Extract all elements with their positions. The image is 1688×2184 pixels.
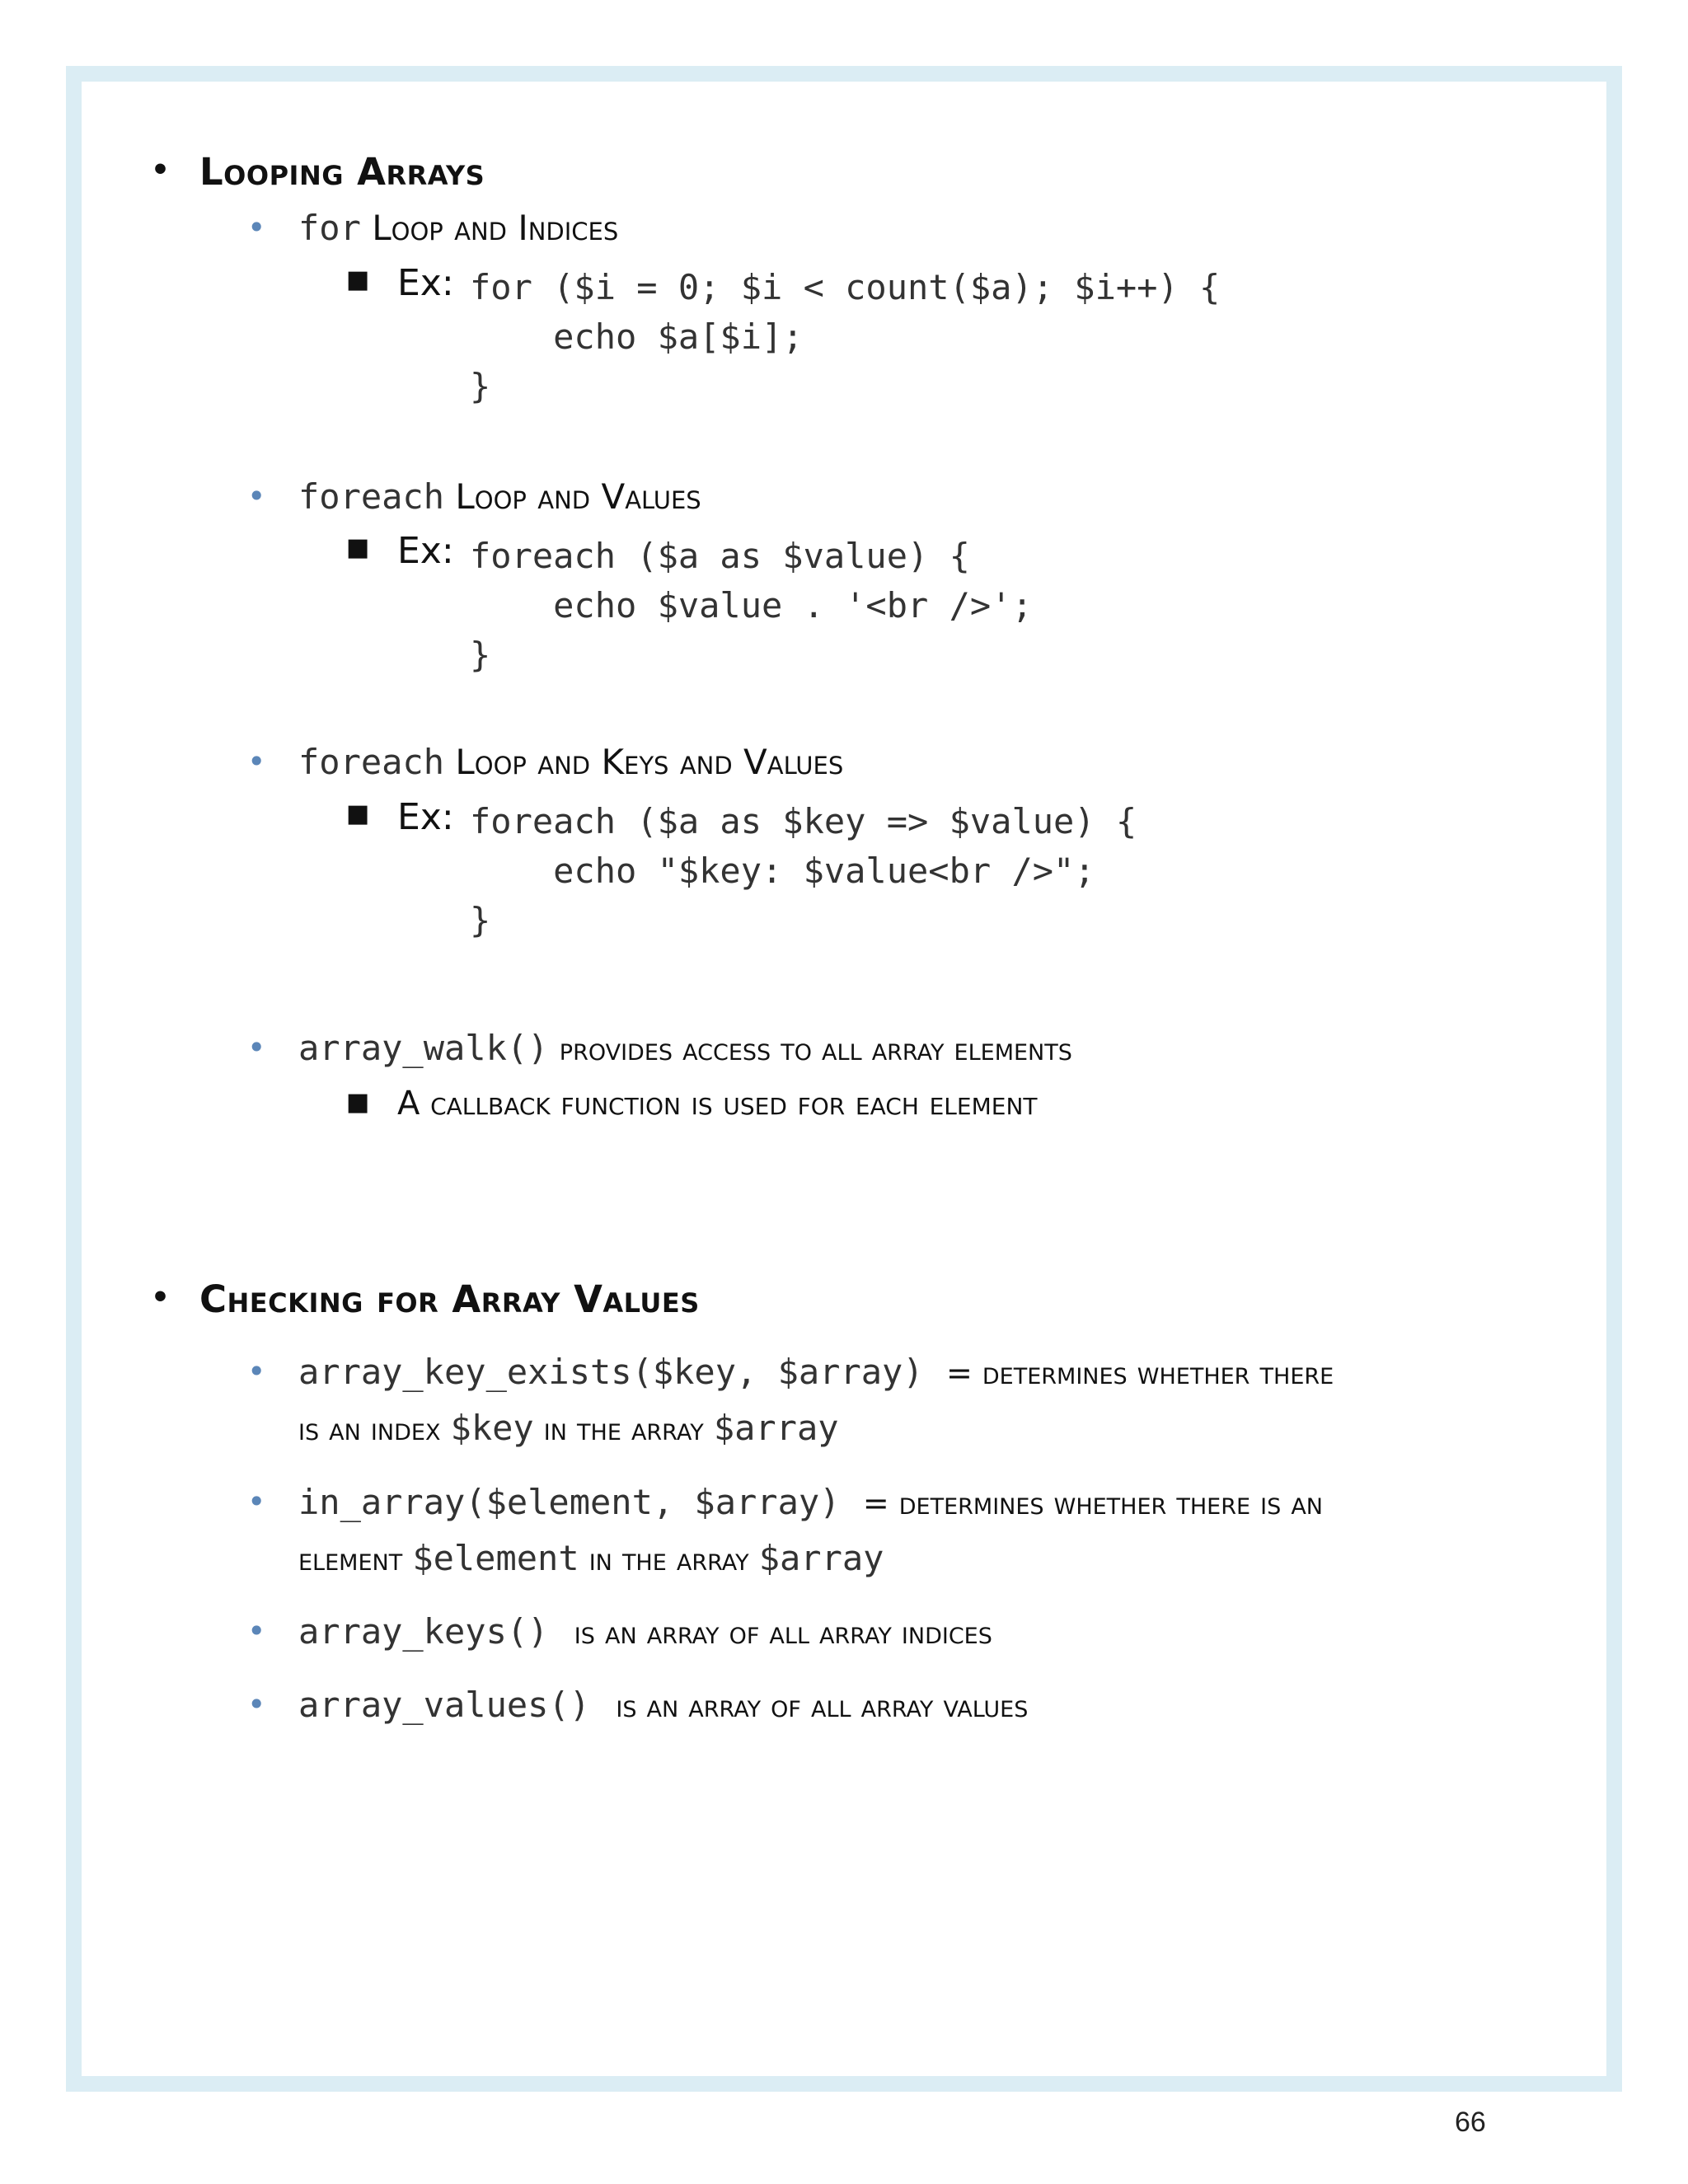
code-line: foreach ($a as $value) { xyxy=(470,536,970,576)
code-line: } xyxy=(470,366,491,406)
bullet-icon: • xyxy=(247,743,266,780)
bullet-icon: • xyxy=(247,1483,266,1520)
item-text: = determines whether there xyxy=(945,1355,1334,1391)
bullet-icon: • xyxy=(247,478,266,514)
item-text: Loop and Indices xyxy=(372,208,619,248)
code-keyword: foreach xyxy=(298,476,445,517)
list-item-continuation: element $element in the array $array xyxy=(298,1538,884,1578)
code-line: } xyxy=(470,900,491,940)
bullet-icon: • xyxy=(247,209,266,246)
square-bullet-icon: ■ xyxy=(346,799,370,828)
code-variable: $array xyxy=(758,1538,884,1578)
code-variable: $array xyxy=(713,1408,839,1448)
bullet-icon: • xyxy=(151,1281,171,1315)
code-line: echo $value . '<br />'; xyxy=(470,585,1033,626)
item-text: Loop and Values xyxy=(455,476,701,517)
example-label: Ex: xyxy=(397,530,454,572)
item-text: is an array of all array indices xyxy=(574,1615,992,1651)
square-bullet-icon: ■ xyxy=(346,533,370,562)
page-border xyxy=(66,66,1622,2092)
square-bullet-icon: ■ xyxy=(346,265,370,294)
example-label: Ex: xyxy=(397,262,454,304)
item-text: Loop and Keys and Values xyxy=(455,742,844,782)
page-number: 66 xyxy=(1455,2107,1486,2138)
sub-item-text: A callback function is used for each element xyxy=(397,1085,1038,1122)
item-text: = determines whether there is an xyxy=(862,1485,1323,1521)
code-function: array_values() xyxy=(298,1685,591,1725)
bullet-icon: • xyxy=(247,1353,266,1390)
code-line: echo $a[$i]; xyxy=(470,316,804,357)
code-keyword: foreach xyxy=(298,742,445,782)
item-text: provides access to all array elements xyxy=(559,1031,1072,1067)
bullet-icon: • xyxy=(247,1613,266,1649)
list-item-continuation: is an index $key in the array $array xyxy=(298,1408,839,1448)
code-keyword: array_walk() xyxy=(298,1028,549,1068)
code-function: array_keys() xyxy=(298,1611,549,1652)
bullet-icon: • xyxy=(151,153,171,187)
bullet-icon: • xyxy=(247,1686,266,1722)
code-line: } xyxy=(470,635,491,675)
code-function: array_key_exists($key, $array) xyxy=(298,1352,924,1392)
example-label: Ex: xyxy=(397,796,454,838)
item-text: is an array of all array values xyxy=(616,1688,1029,1724)
code-keyword: for xyxy=(298,208,361,248)
code-line: for ($i = 0; $i < count($a); $i++) { xyxy=(470,267,1221,307)
code-variable: $key xyxy=(450,1408,534,1448)
bullet-icon: • xyxy=(247,1029,266,1066)
square-bullet-icon: ■ xyxy=(346,1088,370,1117)
code-function: in_array($element, $array) xyxy=(298,1482,841,1522)
code-line: echo "$key: $value<br />"; xyxy=(470,851,1095,891)
code-variable: $element xyxy=(412,1538,579,1578)
code-line: foreach ($a as $key => $value) { xyxy=(470,801,1137,841)
